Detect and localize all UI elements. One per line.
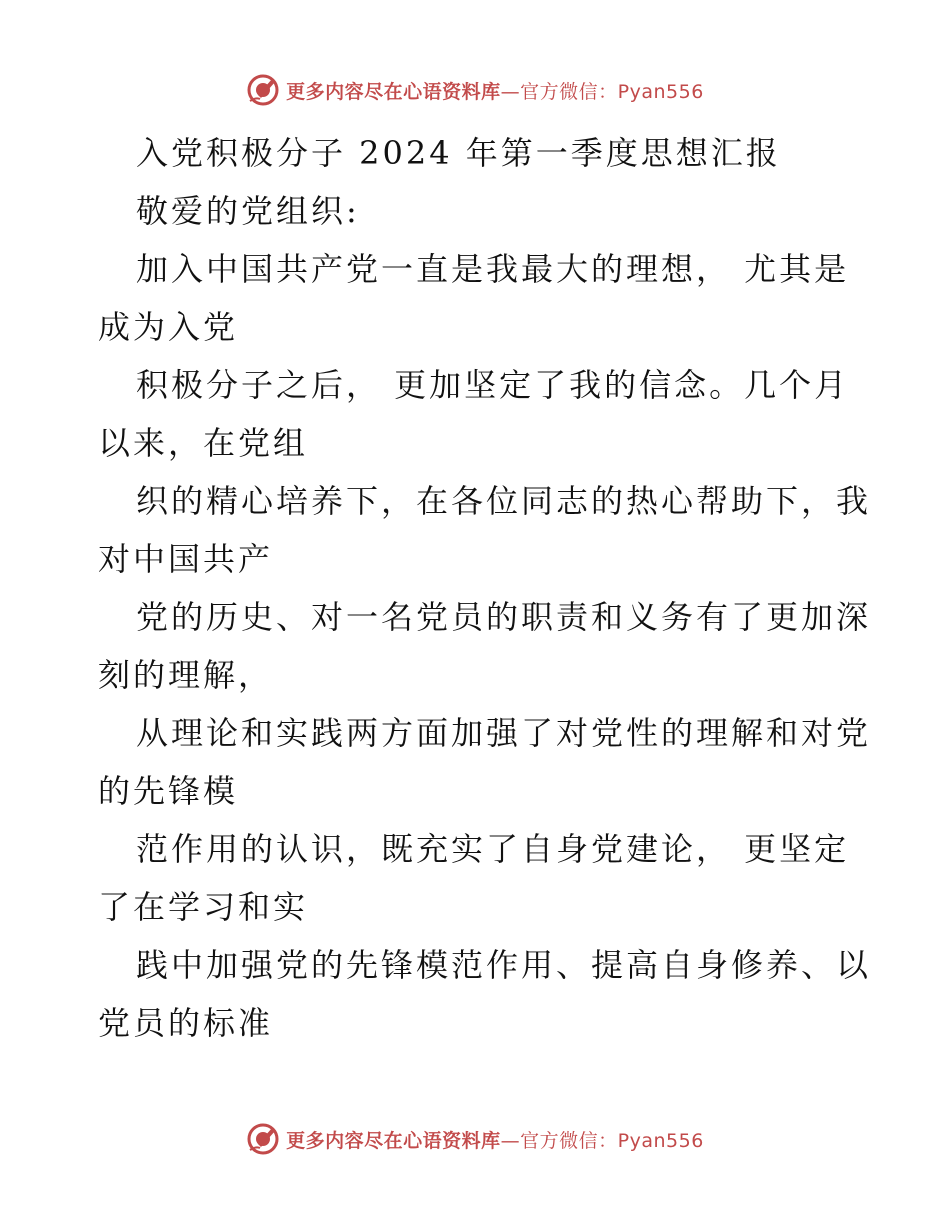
banner-text (286, 77, 704, 104)
seal-logo-icon (246, 73, 280, 107)
text-line: 了在学习和实 (98, 888, 309, 926)
text-line: 践中加强党的先锋模范作用、提高自身修养、以 (136, 946, 872, 984)
document-title: 入党积极分子 2024 年第一季度思想汇报 (136, 134, 781, 172)
seal-logo-icon (246, 1122, 280, 1156)
text-line: 党员的标准 (98, 1004, 274, 1042)
text-line: 从理论和实践两方面加强了对党性的理解和对党 (136, 714, 872, 752)
text-line: 党的历史、对一名党员的职责和义务有了更加深 (136, 598, 872, 636)
document-body (98, 124, 872, 1052)
banner-site-name: 更多内容尽在心语资料库 (286, 80, 501, 103)
text-line: 对中国共产 (98, 540, 274, 578)
text-line: 以来，在党组 (98, 424, 309, 462)
text-line: 范作用的认识，既充实了自身党建论， 更坚定 (136, 830, 850, 868)
header-banner (0, 70, 950, 110)
banner-separator: — (500, 1129, 521, 1152)
banner-wechat: 官方微信：Pyan556 (520, 80, 704, 103)
text-line: 积极分子之后， 更加坚定了我的信念。几个月 (136, 366, 850, 404)
document-paragraph (98, 240, 872, 1052)
text-line: 刻的理解， (98, 656, 274, 694)
banner-site-name: 更多内容尽在心语资料库 (286, 1129, 501, 1152)
text-line: 织的精心培养下，在各位同志的热心帮助下，我 (136, 482, 872, 520)
salutation: 敬爱的党组织: (136, 192, 360, 230)
banner-wechat: 官方微信：Pyan556 (520, 1129, 704, 1152)
banner-text (286, 1126, 704, 1153)
footer-banner (0, 1119, 950, 1159)
text-line: 的先锋模 (98, 772, 239, 810)
banner-separator: — (500, 80, 521, 103)
text-line: 加入中国共产党一直是我最大的理想， 尤其是 (136, 250, 850, 288)
text-line: 成为入党 (98, 308, 239, 346)
